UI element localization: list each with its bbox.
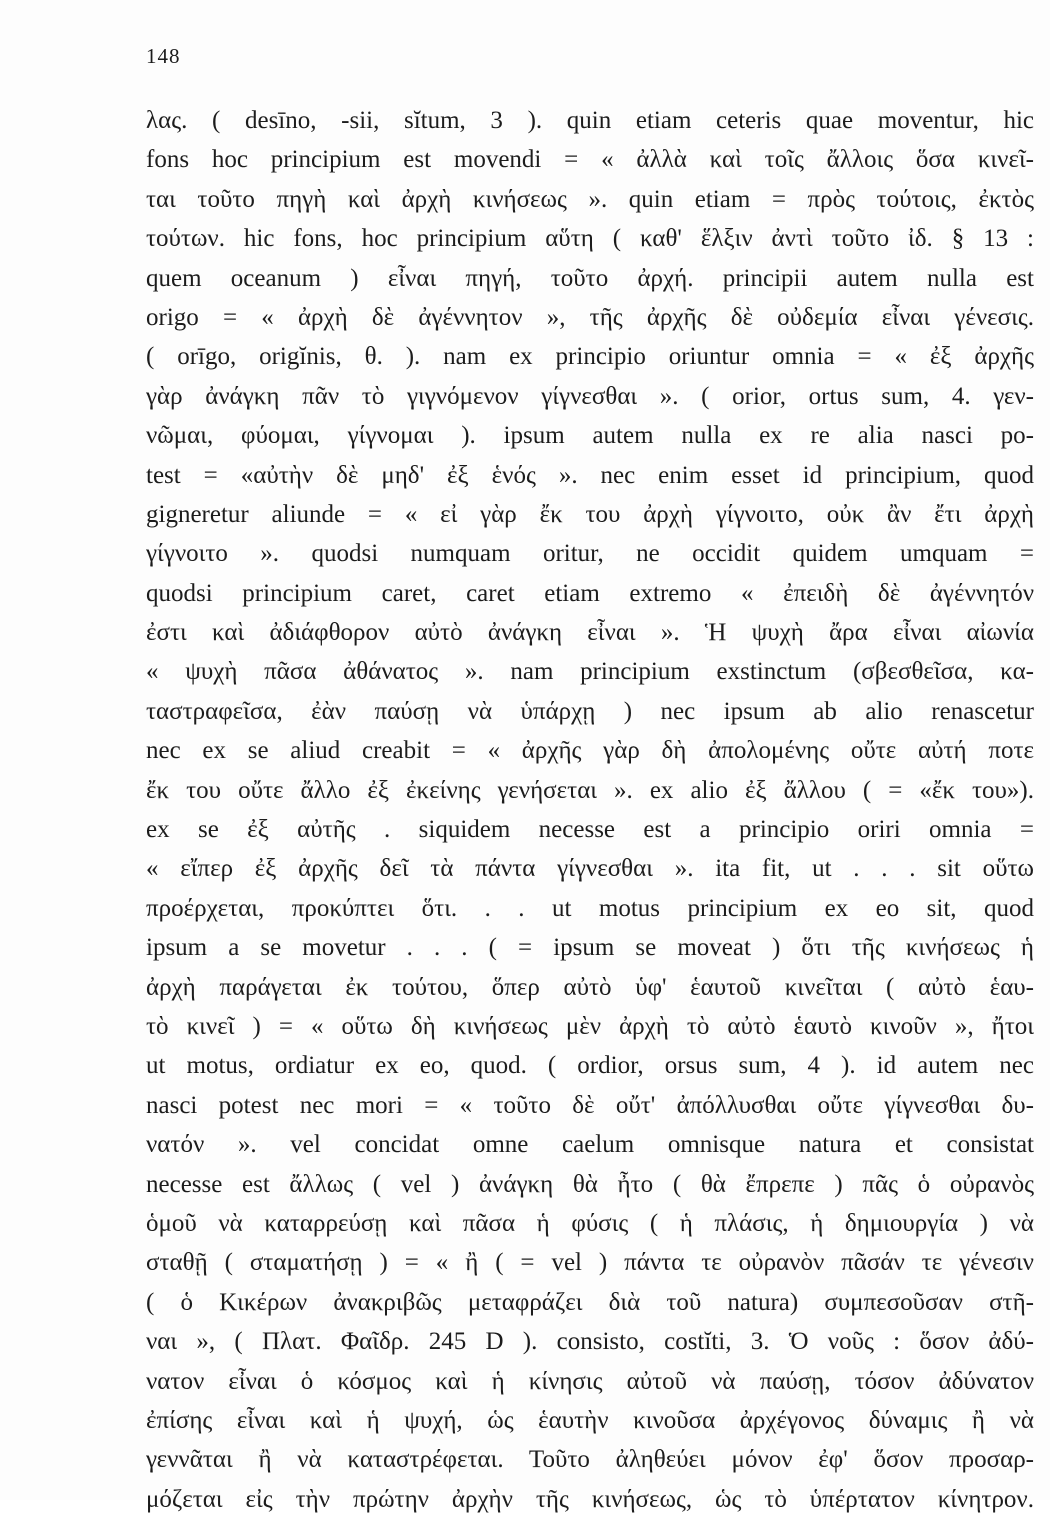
text-line: fons hoc principium est movendi = « ἀλλὰ καὶ τοῖς ἄλλοις ὅσα κινεῖ- — [146, 146, 1034, 174]
text-line: ( ὁ Κικέρων ἀνακριβῶς μεταφράζει διὰ τοῦ natura) συμπεσοῦσαν στῆ- — [146, 1288, 1034, 1316]
text-line: ται τοῦτο πηγὴ καὶ ἀρχὴ κινήσεως ». quin etiam = πρὸς τούτοις, ἐκτὸς — [146, 185, 1034, 213]
commentary-text — [146, 101, 1034, 1519]
text-line: νατόν ». vel concidat omne caelum omnisque natura et consistat — [146, 1131, 1034, 1159]
text-line: σταθῇ ( σταματήσῃ ) = « ἢ ( = vel ) πάντα τε οὐρανὸν πᾶσάν τε γένεσιν — [146, 1249, 1034, 1277]
text-line: ἐπίσης εἶναι καὶ ἡ ψυχή, ὡς ἑαυτὴν κινοῦσα ἀρχέγονος δύναμις ἢ νὰ — [146, 1406, 1034, 1434]
text-line: νῶμαι, φύομαι, γίγνομαι ). ipsum autem nulla ex re alia nasci po- — [146, 422, 1034, 450]
text-line: ὁμοῦ νὰ καταρρεύσῃ καὶ πᾶσα ἡ φύσις ( ἡ πλάσις, ἡ δημιουργία ) νὰ — [146, 1209, 1034, 1237]
text-line: λας. ( desīno, -sii, sĭtum, 3 ). quin etiam ceteris quae moventur, hic — [146, 107, 1034, 134]
text-line: γίγνοιτο ». quodsi numquam oritur, ne occidit quidem umquam = — [146, 540, 1034, 568]
text-line: ipsum a se movetur . . . ( = ipsum se moveat ) ὅτι τῆς κινήσεως ἡ — [146, 934, 1034, 962]
text-line: ἀρχὴ παράγεται ἐκ τούτου, ὅπερ αὐτὸ ὑφ' ἑαυτοῦ κινεῖται ( αὐτὸ ἑαυ- — [146, 973, 1034, 1001]
text-line: νατον εἶναι ὁ κόσμος καὶ ἡ κίνησις αὐτοῦ νὰ παύσῃ, τόσον ἀδύνατον — [146, 1367, 1034, 1395]
text-line: ex se ἐξ αὐτῆς . siquidem necesse est a principio oriri omnia = — [146, 816, 1034, 844]
text-line: test = «αὐτὴν δὲ μηδ' ἐξ ἑνός ». nec enim esset id principium, quod — [146, 461, 1034, 489]
text-line: origo = « ἀρχὴ δὲ ἀγέννητον », τῆς ἀρχῆς δὲ οὐδεμία εἶναι γένεσις. — [146, 303, 1034, 331]
text-line: ut motus, ordiatur ex eo, quod. ( ordior, orsus sum, 4 ). id autem nec — [146, 1052, 1034, 1080]
text-line: « εἴπερ ἐξ ἀρχῆς δεῖ τὰ πάντα γίγνεσθαι ». ita fit, ut . . . sit οὕτω — [146, 855, 1034, 883]
text-line: ἔκ του οὔτε ἄλλο ἐξ ἐκείνης γενήσεται ». ex alio ἐξ ἄλλου ( = «ἔκ του»). — [146, 776, 1034, 804]
text-line: ἐστι καὶ ἀδιάφθορον αὐτὸ ἀνάγκη εἶναι ». Ἡ ψυχὴ ἄρα εἶναι αἰωνία — [146, 619, 1034, 647]
text-line: quodsi principium caret, caret etiam extremo « ἐπειδὴ δὲ ἀγέννητόν — [146, 579, 1034, 607]
text-line: προέρχεται, προκύπτει ὅτι. . . ut motus principium ex eo sit, quod — [146, 894, 1034, 922]
text-line: nec ex se aliud creabit = « ἀρχῆς γὰρ δὴ ἀπολομένης οὔτε αὐτή ποτε — [146, 737, 1034, 765]
text-line: τούτων. hic fons, hoc principium αὕτη ( καθ' ἕλξιν ἀντὶ τοῦτο ἰδ. § 13 : — [146, 225, 1034, 253]
text-line: necesse est ἄλλως ( vel ) ἀνάγκη θὰ ἦτο ( θὰ ἔπρεπε ) πᾶς ὁ οὐρανὸς — [146, 1170, 1034, 1198]
text-line: γεννᾶται ἢ νὰ καταστρέφεται. Τοῦτο ἀληθεύει μόνον ἐφ' ὅσον προσαρ- — [146, 1446, 1034, 1474]
text-line: quem oceanum ) εἶναι πηγή, τοῦτο ἀρχή. principii autem nulla est — [146, 264, 1034, 292]
text-line: μόζεται εἰς τὴν πρώτην ἀρχὴν τῆς κινήσεως, ὡς τὸ ὑπέρτατον κίνητρον. — [146, 1485, 1034, 1513]
text-line: « ψυχὴ πᾶσα ἀθάνατος ». nam principium exstinctum (σβεσθεῖσα, κα- — [146, 658, 1034, 686]
text-line: τὸ κινεῖ ) = « οὕτω δὴ κινήσεως μὲν ἀρχὴ τὸ αὐτὸ ἑαυτὸ κινοῦν », ἤτοι — [146, 1012, 1034, 1040]
text-line: γὰρ ἀνάγκη πᾶν τὸ γιγνόμενον γίγνεσθαι ». ( orior, ortus sum, 4. γεν- — [146, 382, 1034, 410]
text-line: gigneretur aliunde = « εἰ γὰρ ἔκ του ἀρχὴ γίγνοιτο, οὐκ ἂν ἔτι ἀρχὴ — [146, 500, 1034, 528]
text-line: ( orīgo, origĭnis, θ. ). nam ex principio oriuntur omnia = « ἐξ ἀρχῆς — [146, 343, 1034, 371]
text-line: ναι », ( Πλατ. Φαῖδρ. 245 D ). consisto, costĭti, 3. Ὁ νοῦς : ὅσον ἀδύ- — [146, 1328, 1034, 1356]
text-line: ταστραφεῖσα, ἐὰν παύσῃ νὰ ὑπάρχῃ ) nec ipsum ab alio renascetur — [146, 697, 1034, 725]
page-number: 148 — [146, 44, 181, 68]
text-line: nasci potest nec mori = « τοῦτο δὲ οὔτ' ἀπόλλυσθαι οὔτε γίγνεσθαι δυ- — [146, 1091, 1034, 1119]
